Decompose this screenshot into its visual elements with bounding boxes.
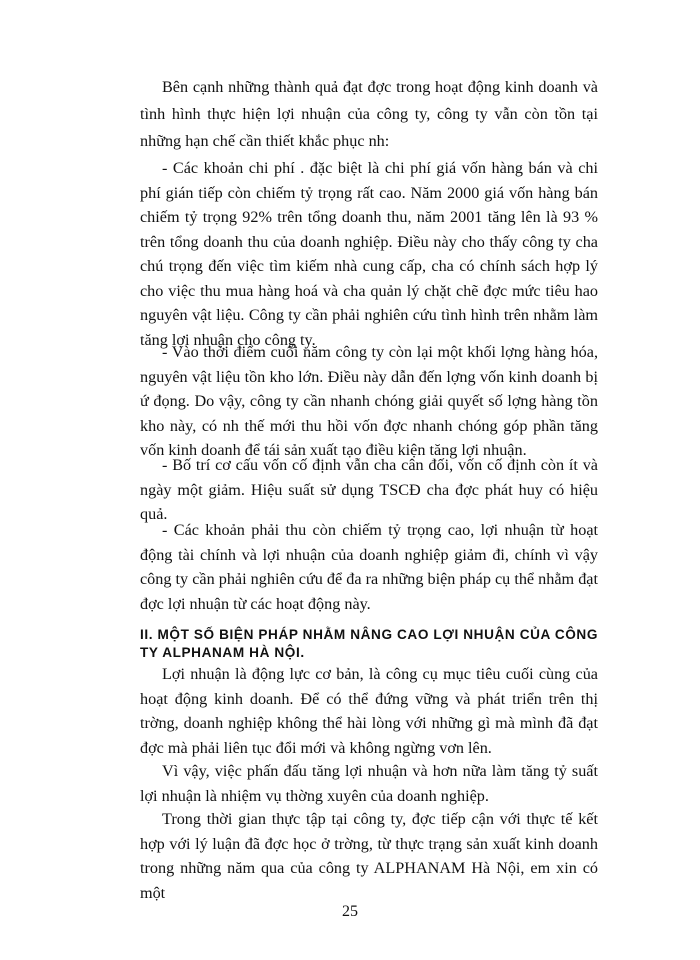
paragraph-cost: - Các khoản chi phí . đặc biệt là chi phí giá vốn hàng bán và chi phí gián tiếp còn chiếm tỷ trọng rất cao. Năm 2000 giá vốn hàng bán chiếm tỷ trọng 92% trên tổng doanh thu, năm 2001 tăng lên là 93 % trên tổng doanh thu của doanh nghiệp. Điều này cho thấy công ty cha chú trọng đến việc tìm kiếm nhà cung cấp, cha có chính sách hợp lý cho việc thu mua hàng hoá và cha quản lý chặt chẽ đợc mức tiêu hao nguyên vật liệu. Công ty cần phải nghiên cứu tình hình trên nhằm làm tăng lợi nhuận cho công ty. <box>140 159 598 349</box>
paragraph-profit-motive: Lợi nhuận là động lực cơ bản, là công cụ mục tiêu cuối cùng của hoạt động kinh doanh. Để có thể đứng vững và phát triển trên thị trờng, doanh nghiệp không thể hài lòng với những gì mà mình đã đạt đợc mà phải liên tục đổi mới và không ngừng vơn lên. <box>140 665 598 757</box>
page-number: 25 <box>342 903 358 920</box>
paragraph-intro: Bên cạnh những thành quả đạt đợc trong hoạt động kinh doanh và tình hình thực hiện lợi nhuận của công ty, công ty vẫn còn tồn tại những hạn chế cần thiết khắc phục nh: <box>140 78 598 150</box>
paragraph-task: Vì vậy, việc phấn đấu tăng lợi nhuận và hơn nữa làm tăng tỷ suất lợi nhuận là nhiệm vụ thờng xuyên của doanh nghiệp. <box>140 762 598 805</box>
paragraph-inventory: - Vào thời điểm cuối năm công ty còn lại một khối lợng hàng hóa, nguyên vật liệu tồn kho lớn. Điều này dẫn đến lợng vốn kinh doanh bị ứ đọng. Do vậy, công ty cần nhanh chóng giải quyết số lợng hàng tồn kho này, có nh thế mới thu hồi vốn đợc nhanh chóng góp phần tăng vốn kinh doanh để tái sản xuất tạo điều kiện tăng lợi nhuận. <box>140 343 598 459</box>
paragraph-internship: Trong thời gian thực tập tại công ty, đợc tiếp cận với thực tế kết hợp với lý luận đã đợc học ở trờng, từ thực trạng sản xuất kinh doanh trong những năm qua của công ty ALPHANAM Hà Nội, em xin có một <box>140 810 598 902</box>
paragraph-receivables: - Các khoản phải thu còn chiếm tỷ trọng cao, lợi nhuận từ hoạt động tài chính và lợi nhuận của doanh nghiệp giảm đi, chính vì vậy công ty cần phải nghiên cứu để đa ra những biện pháp cụ thể nhằm đạt đợc lợi nhuận từ các hoạt động này. <box>140 521 598 613</box>
paragraph-fixed-capital: - Bố trí cơ cấu vốn cố định vẫn cha cân đối, vốn cố định còn ít và ngày một giảm. Hiệu suất sử dụng TSCĐ cha đợc phát huy có hiệu quả. <box>140 456 598 523</box>
section-heading: II. MỘT SỐ BIỆN PHÁP NHẰM NÂNG CAO LỢI NHUẬN CỦA CÔNG TY ALPHANAM HÀ NỘI. <box>140 627 599 660</box>
